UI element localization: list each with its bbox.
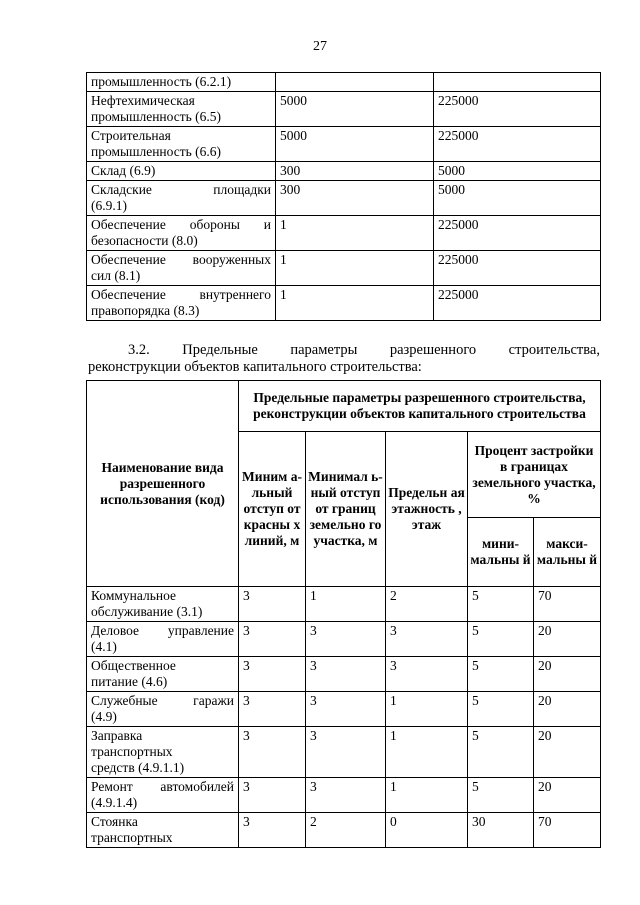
use-type-line: Складские площадки	[91, 182, 271, 197]
boundary-setback-cell: 3	[306, 622, 386, 657]
red-line-setback-cell: 3	[239, 727, 306, 778]
use-type-line: (4.9)	[91, 709, 117, 724]
use-type-line: промышленность (6.5)	[91, 109, 222, 124]
coverage-min-cell: 5	[468, 727, 534, 778]
use-type-cell	[87, 778, 239, 813]
paragraph-line-2: реконструкции объектов капитального строительства:	[88, 359, 422, 375]
boundary-setback-cell: 3	[306, 692, 386, 727]
min-area-cell: 1	[276, 286, 434, 321]
boundary-setback-cell: 2	[306, 813, 386, 848]
table-row	[87, 587, 601, 622]
table-row	[87, 286, 601, 321]
max-area-cell	[434, 73, 601, 92]
max-area-cell: 225000	[434, 286, 601, 321]
page-number: 27	[313, 39, 327, 54]
coverage-max-cell: 20	[534, 657, 601, 692]
red-line-setback-cell: 3	[239, 657, 306, 692]
boundary-setback-cell: 3	[306, 778, 386, 813]
use-type-line: (4.9.1.4)	[91, 795, 138, 810]
coverage-min-cell: 5	[468, 657, 534, 692]
table-row	[87, 251, 601, 286]
boundary-setback-cell: 3	[306, 727, 386, 778]
use-type-line: Обеспечение обороны и	[91, 217, 271, 232]
floors-cell: 1	[386, 778, 468, 813]
min-area-cell	[276, 73, 434, 92]
red-line-setback-cell: 3	[239, 622, 306, 657]
table-row	[87, 73, 601, 92]
floors-cell: 3	[386, 622, 468, 657]
use-type-line: безопасности (8.0)	[91, 233, 198, 248]
use-type-line: Заправка	[91, 728, 143, 743]
table-row	[87, 162, 601, 181]
use-type-line: Нефтехимическая	[91, 93, 195, 108]
red-line-setback-cell: 3	[239, 692, 306, 727]
coverage-min-cell: 5	[468, 778, 534, 813]
use-type-line: средств (4.9.1.1)	[91, 760, 185, 775]
red-line-setback-cell: 3	[239, 587, 306, 622]
header-coverage-min: мини-мальны й	[468, 518, 534, 587]
floors-cell: 2	[386, 587, 468, 622]
use-type-line: обслуживание (3.1)	[91, 604, 203, 619]
min-area-cell: 1	[276, 251, 434, 286]
max-area-cell: 225000	[434, 92, 601, 127]
paragraph-line-1: 3.2. Предельные параметры разрешенного строительства,	[128, 342, 600, 358]
header-use-type: Наименование вида разрешенного использования (код)	[87, 381, 239, 587]
table-row	[87, 216, 601, 251]
use-type-line: сил (8.1)	[91, 268, 141, 283]
table-row	[87, 778, 601, 813]
use-type-line: промышленность (6.6)	[91, 144, 222, 159]
use-type-cell	[87, 162, 276, 181]
use-type-line: Строительная	[91, 128, 171, 143]
table-row	[87, 92, 601, 127]
header-min-boundary-setback: Минимал ь-ный отступ от границ земельно го участка, м	[306, 432, 386, 587]
use-type-line: Стоянка	[91, 814, 138, 829]
max-area-cell: 5000	[434, 162, 601, 181]
coverage-max-cell: 20	[534, 622, 601, 657]
use-type-cell	[87, 587, 239, 622]
use-type-cell	[87, 73, 276, 92]
max-area-cell: 225000	[434, 251, 601, 286]
use-type-line: Обеспечение вооруженных	[91, 252, 271, 267]
min-area-cell: 300	[276, 181, 434, 216]
use-type-cell	[87, 181, 276, 216]
use-type-line: Служебные гаражи	[91, 693, 234, 708]
coverage-max-cell: 20	[534, 692, 601, 727]
red-line-setback-cell: 3	[239, 813, 306, 848]
use-type-line: Склад (6.9)	[91, 163, 156, 178]
coverage-min-cell: 5	[468, 692, 534, 727]
use-type-line: Ремонт автомобилей	[91, 779, 234, 794]
use-type-cell	[87, 216, 276, 251]
use-type-line: Общественное	[91, 658, 176, 673]
min-area-cell: 1	[276, 216, 434, 251]
coverage-max-cell: 70	[534, 587, 601, 622]
max-area-cell: 5000	[434, 181, 601, 216]
header-coverage-max: макси-мальны й	[534, 518, 601, 587]
use-type-line: правопорядка (8.3)	[91, 303, 200, 318]
use-type-cell	[87, 657, 239, 692]
use-type-line: Обеспечение внутреннего	[91, 287, 271, 302]
floors-cell: 1	[386, 692, 468, 727]
coverage-max-cell: 20	[534, 778, 601, 813]
table-row	[87, 692, 601, 727]
coverage-min-cell: 30	[468, 813, 534, 848]
use-type-cell	[87, 286, 276, 321]
coverage-min-cell: 5	[468, 587, 534, 622]
header-parameters-group: Предельные параметры разрешенного строительства, реконструкции объектов капитального строительства	[239, 381, 601, 432]
coverage-min-cell: 5	[468, 622, 534, 657]
use-type-cell	[87, 813, 239, 848]
floors-cell: 0	[386, 813, 468, 848]
use-type-line: Коммунальное	[91, 588, 177, 603]
table-row	[87, 127, 601, 162]
header-max-floors: Предельн ая этажность , этаж	[386, 432, 468, 587]
floors-cell: 1	[386, 727, 468, 778]
use-type-cell	[87, 92, 276, 127]
min-area-cell: 5000	[276, 92, 434, 127]
table-row	[87, 181, 601, 216]
construction-parameters-table	[86, 380, 601, 848]
use-type-cell	[87, 127, 276, 162]
use-type-line: (4.1)	[91, 639, 117, 654]
max-area-cell: 225000	[434, 127, 601, 162]
use-type-cell	[87, 727, 239, 778]
section-paragraph	[88, 342, 600, 376]
red-line-setback-cell: 3	[239, 778, 306, 813]
max-area-cell: 225000	[434, 216, 601, 251]
table-row	[87, 727, 601, 778]
header-min-red-line-setback: Миним а-льный отступ от красны х линий, м	[239, 432, 306, 587]
use-type-cell	[87, 251, 276, 286]
min-area-cell: 5000	[276, 127, 434, 162]
table-row	[87, 657, 601, 692]
coverage-max-cell: 20	[534, 727, 601, 778]
use-type-line: промышленность (6.2.1)	[91, 74, 232, 89]
use-type-cell	[87, 692, 239, 727]
boundary-setback-cell: 1	[306, 587, 386, 622]
floors-cell: 3	[386, 657, 468, 692]
table-row	[87, 622, 601, 657]
table-row	[87, 813, 601, 848]
boundary-setback-cell: 3	[306, 657, 386, 692]
coverage-max-cell: 70	[534, 813, 601, 848]
use-type-line: питание (4.6)	[91, 674, 168, 689]
min-area-cell: 300	[276, 162, 434, 181]
use-type-line: транспортных	[91, 830, 173, 845]
use-type-line: Деловое управление	[91, 623, 234, 638]
land-use-area-table	[86, 72, 601, 321]
header-coverage-percent: Процент застройки в границах земельного участка, %	[468, 432, 601, 518]
use-type-cell	[87, 622, 239, 657]
use-type-line: (6.9.1)	[91, 198, 127, 213]
use-type-line: транспортных	[91, 744, 173, 759]
